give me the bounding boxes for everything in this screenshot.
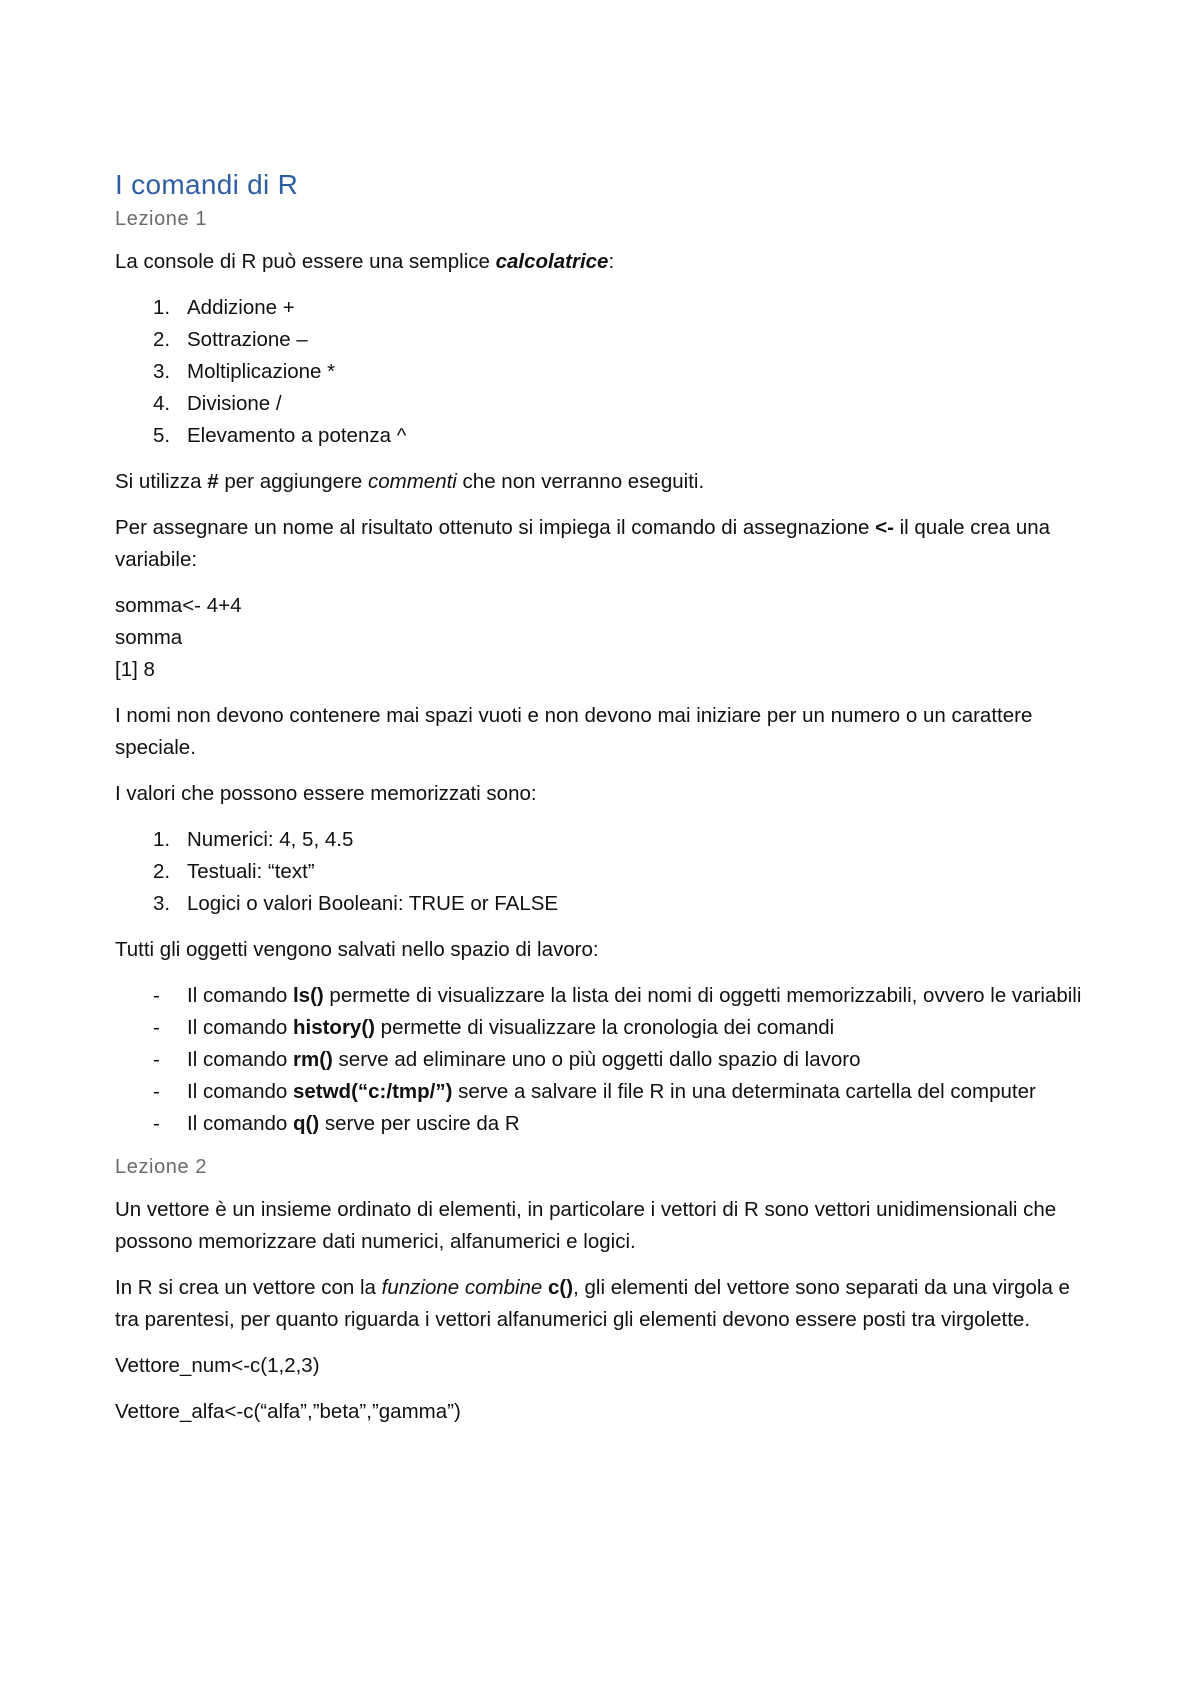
list-item: 3. Moltiplicazione * bbox=[153, 360, 336, 383]
calculator-intro: La console di R può essere una semplice calcolatrice: bbox=[115, 250, 615, 273]
example-alpha-vector: Vettore_alfa<-c(“alfa”,”beta”,”gamma”) bbox=[115, 1400, 461, 1423]
code-line: somma bbox=[115, 626, 183, 649]
combine-paragraph: In R si crea un vettore con la funzione combine c(), gli elementi del vettore sono separati da una virgola e tra parentesi, per quanto riguarda i vettori alfanumerici gli elementi devono essere posti tra virgolette. bbox=[115, 1276, 1070, 1331]
list-item: 1. Numerici: 4, 5, 4.5 bbox=[153, 828, 354, 851]
list-item: - Il comando ls() permette di visualizzare la lista dei nomi di oggetti memorizzabili, ovvero le variabili bbox=[153, 984, 1082, 1007]
calculator-term: calcolatrice bbox=[495, 250, 609, 273]
list-item: 4. Divisione / bbox=[153, 392, 282, 415]
list-item: - Il comando setwd(“c:/tmp/”) serve a salvare il file R in una determinata cartella del computer bbox=[153, 1080, 1036, 1103]
operations-list bbox=[115, 292, 1095, 452]
assignment-paragraph: Per assegnare un nome al risultato ottenuto si impiega il comando di assegnazione <- il quale crea una variabile: bbox=[115, 516, 1051, 571]
document-content bbox=[115, 168, 1095, 1428]
comments-paragraph: Si utilizza # per aggiungere commenti che non verranno eseguiti. bbox=[115, 470, 705, 493]
vector-definition: Un vettore è un insieme ordinato di elementi, in particolare i vettori di R sono vettori unidimensionali che possono memorizzare dati numerici, alfanumerici e logici. bbox=[115, 1198, 1057, 1253]
list-item: 2. Sottrazione – bbox=[153, 328, 308, 351]
code-line: [1] 8 bbox=[115, 658, 155, 681]
list-item: 1. Addizione + bbox=[153, 296, 295, 319]
commands-list bbox=[115, 980, 1095, 1140]
list-item: 3. Logici o valori Booleani: TRUE or FALSE bbox=[153, 892, 559, 915]
list-item: - Il comando history() permette di visualizzare la cronologia dei comandi bbox=[153, 1016, 835, 1039]
list-item: 2. Testuali: “text” bbox=[153, 860, 315, 883]
list-item: - Il comando q() serve per uscire da R bbox=[153, 1112, 520, 1135]
lesson-2-heading: Lezione 2 bbox=[115, 1156, 208, 1178]
code-example bbox=[115, 590, 1095, 686]
names-rule-paragraph: I nomi non devono contenere mai spazi vuoti e non devono mai iniziare per un numero o un carattere speciale. bbox=[115, 704, 1033, 759]
values-list bbox=[115, 824, 1095, 920]
list-item: - Il comando rm() serve ad eliminare uno o più oggetti dallo spazio di lavoro bbox=[153, 1048, 861, 1071]
lesson-1-heading: Lezione 1 bbox=[115, 208, 208, 230]
values-intro: I valori che possono essere memorizzati sono: bbox=[115, 782, 537, 805]
code-line: somma<- 4+4 bbox=[115, 594, 242, 617]
workspace-intro: Tutti gli oggetti vengono salvati nello spazio di lavoro: bbox=[115, 938, 599, 961]
list-item: 5. Elevamento a potenza ^ bbox=[153, 424, 407, 447]
document-title: I comandi di R bbox=[115, 169, 299, 200]
example-numeric-vector: Vettore_num<-c(1,2,3) bbox=[115, 1354, 320, 1377]
